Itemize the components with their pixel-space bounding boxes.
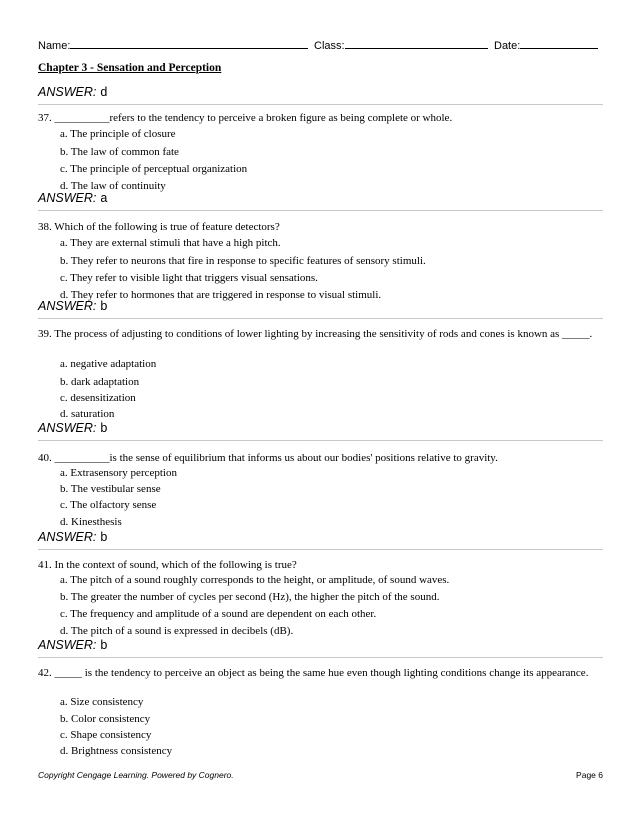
answer-value: b bbox=[100, 530, 108, 544]
option-c: c. The principle of perceptual organization bbox=[60, 163, 248, 175]
separator bbox=[38, 210, 603, 211]
question-42 bbox=[38, 666, 598, 757]
name-field bbox=[38, 37, 308, 53]
option-a: a. Size consistency bbox=[60, 696, 144, 708]
option-d: d. The law of continuity bbox=[60, 180, 166, 192]
option-a: a. negative adaptation bbox=[60, 358, 157, 370]
date-field bbox=[494, 37, 598, 53]
option-a: a. They are external stimuli that have a high pitch. bbox=[60, 237, 281, 249]
answer-line bbox=[38, 530, 107, 544]
option-d: d. Kinesthesis bbox=[60, 516, 122, 528]
question-stem: 39. The process of adjusting to conditions of lower lighting by increasing the sensitivity of rods and cones is known as _____. bbox=[38, 328, 593, 340]
option-d: d. Brightness consistency bbox=[60, 745, 173, 757]
class-label: Class: bbox=[314, 40, 345, 52]
separator bbox=[38, 104, 603, 105]
answer-line bbox=[38, 299, 107, 313]
answer-value: d bbox=[100, 85, 108, 99]
option-d: d. The pitch of a sound is expressed in decibels (dB). bbox=[60, 625, 294, 637]
answer-line bbox=[38, 85, 107, 99]
option-b: b. Color consistency bbox=[60, 713, 151, 725]
separator bbox=[38, 549, 603, 550]
separator bbox=[38, 440, 603, 441]
question-41 bbox=[38, 558, 598, 637]
answer-label: ANSWER: bbox=[38, 299, 97, 313]
answer-line bbox=[38, 191, 107, 205]
option-c: c. They refer to visible light that triggers visual sensations. bbox=[60, 272, 318, 284]
page-number: Page 6 bbox=[576, 770, 603, 780]
date-blank-line bbox=[520, 37, 598, 49]
option-b: b. The greater the number of cycles per second (Hz), the higher the pitch of the sound. bbox=[60, 591, 440, 603]
option-d: d. They refer to hormones that are triggered in response to visual stimuli. bbox=[60, 289, 382, 301]
option-c: c. The frequency and amplitude of a sound are dependent on each other. bbox=[60, 608, 377, 620]
answer-label: ANSWER: bbox=[38, 191, 97, 205]
option-b: b. The vestibular sense bbox=[60, 483, 161, 495]
answer-value: b bbox=[100, 421, 108, 435]
question-stem: 41. In the context of sound, which of the following is true? bbox=[38, 559, 297, 571]
answer-label: ANSWER: bbox=[38, 530, 97, 544]
question-39 bbox=[38, 327, 598, 420]
option-b: b. They refer to neurons that fire in response to specific features of sensory stimuli. bbox=[60, 255, 426, 267]
answer-line bbox=[38, 421, 107, 435]
class-field bbox=[314, 37, 488, 53]
option-c: c. The olfactory sense bbox=[60, 499, 157, 511]
question-40 bbox=[38, 451, 598, 528]
answer-value: a bbox=[100, 191, 108, 205]
copyright-text: Copyright Cengage Learning. Powered by Cognero. bbox=[38, 770, 234, 780]
class-blank-line bbox=[345, 37, 488, 49]
answer-line bbox=[38, 638, 107, 652]
answer-label: ANSWER: bbox=[38, 638, 97, 652]
answer-label: ANSWER: bbox=[38, 421, 97, 435]
option-a: a. The pitch of a sound roughly corresponds to the height, or amplitude, of sound waves. bbox=[60, 574, 450, 586]
date-label: Date: bbox=[494, 40, 521, 52]
option-a: a. The principle of closure bbox=[60, 128, 176, 140]
answer-value: b bbox=[100, 638, 108, 652]
question-stem: 37. __________refers to the tendency to perceive a broken figure as being complete or whole. bbox=[38, 112, 453, 124]
chapter-title: Chapter 3 - Sensation and Perception bbox=[38, 62, 222, 74]
option-a: a. Extrasensory perception bbox=[60, 467, 177, 479]
worksheet-header bbox=[38, 37, 603, 51]
option-c: c. Shape consistency bbox=[60, 729, 152, 741]
answer-value: b bbox=[100, 299, 108, 313]
option-c: c. desensitization bbox=[60, 392, 136, 404]
answer-label: ANSWER: bbox=[38, 85, 97, 99]
name-label: Name: bbox=[38, 40, 71, 52]
page-footer bbox=[38, 770, 603, 780]
question-38 bbox=[38, 220, 598, 301]
question-stem: 42. _____ is the tendency to perceive an object as being the same hue even though lighting conditions change its appearance. bbox=[38, 667, 589, 679]
name-blank-line bbox=[70, 37, 308, 49]
option-b: b. dark adaptation bbox=[60, 376, 140, 388]
question-37 bbox=[38, 111, 598, 192]
separator bbox=[38, 657, 603, 658]
separator bbox=[38, 318, 603, 319]
question-stem: 38. Which of the following is true of feature detectors? bbox=[38, 221, 280, 233]
option-d: d. saturation bbox=[60, 408, 115, 420]
question-stem: 40. __________is the sense of equilibrium that informs us about our bodies' positions relative to gravity. bbox=[38, 452, 498, 464]
option-b: b. The law of common fate bbox=[60, 146, 179, 158]
